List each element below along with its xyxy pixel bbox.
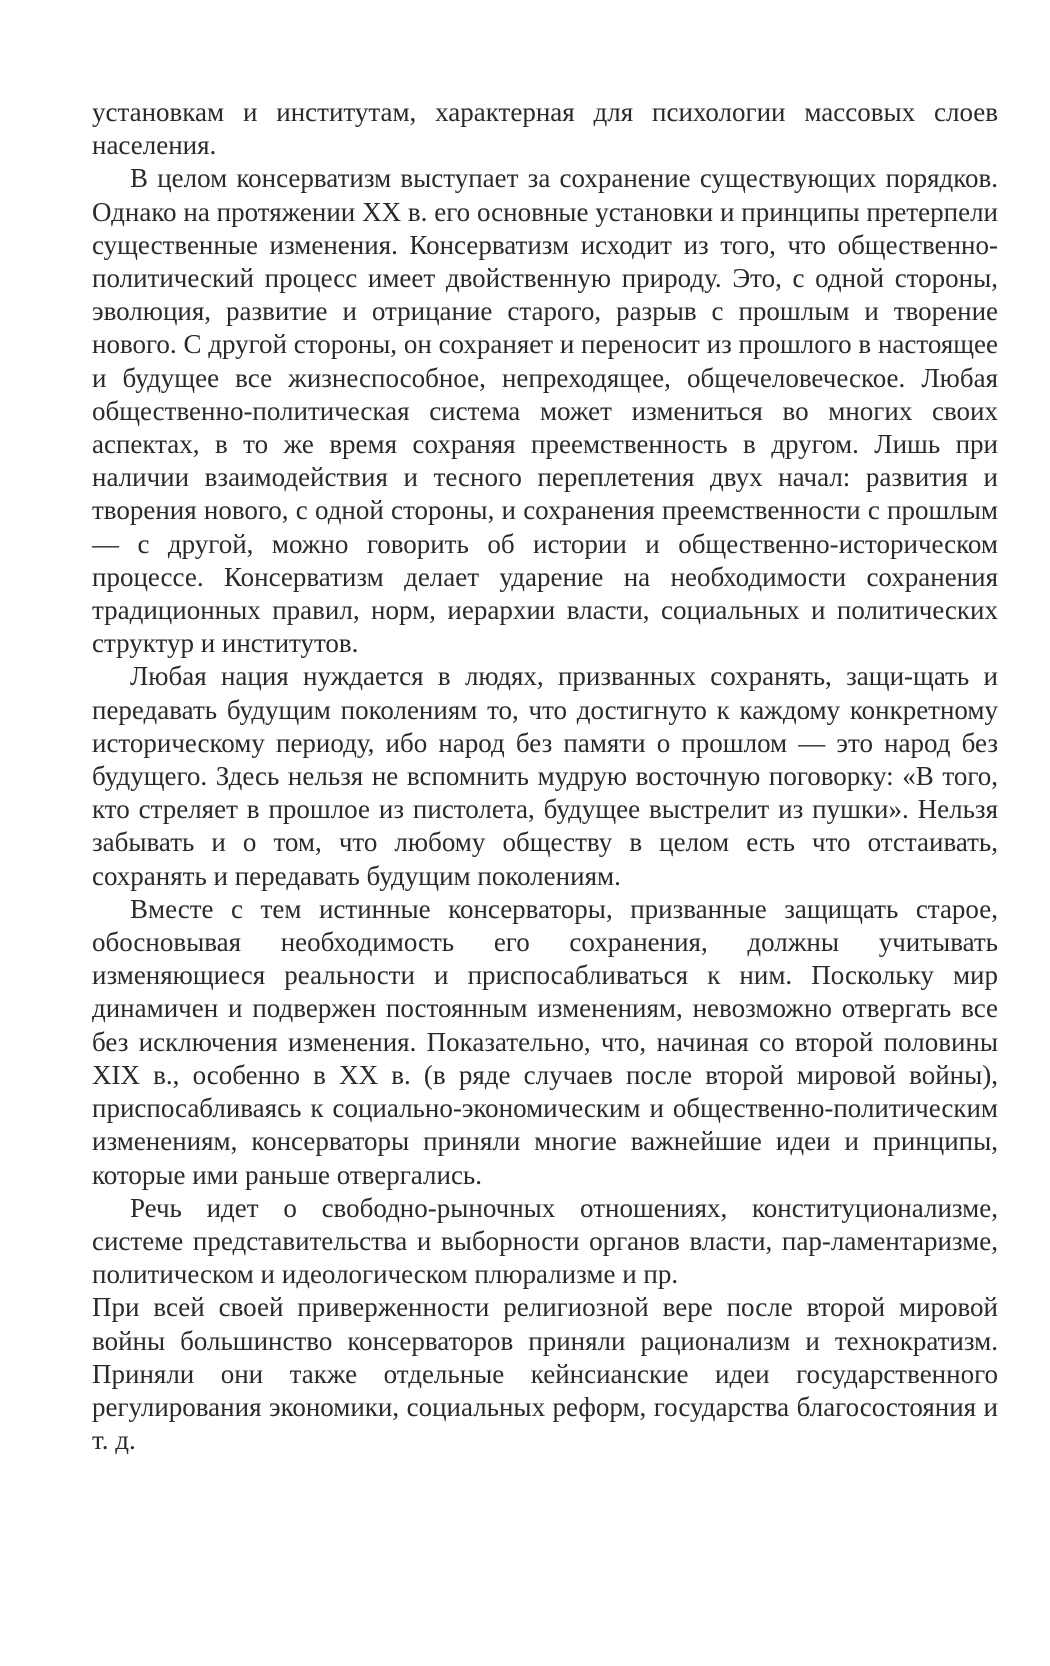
paragraph-1: установкам и институтам, характерная для психологии массовых слоев населения. [92, 97, 998, 161]
paragraph-6: При всей своей приверженности религиозной вере после второй мировой войны большинство консерваторов приняли рационализм и технократизм. Приняли они также отдельные кейнсианские идеи государственного регулирования экономики, социальных реформ, государства благосостояния и т. д. [92, 1292, 998, 1456]
document-page [92, 96, 998, 1457]
paragraph-2: В целом консерватизм выступает за сохранение существующих порядков. Однако на протяжении XX в. его основные установки и принципы претерпели существенные изменения. Консерватизм исходит из того, что общественно-политический процесс имеет двойственную природу. Это, с одной стороны, эволюция, развитие и отрицание старого, разрыв с прошлым и творение нового. С другой стороны, он сохраняет и переносит из прошлого в настоящее и будущее все жизнеспособное, непреходящее, общечеловеческое. Любая общественно-политическая система может измениться во многих своих аспектах, в то же время сохраняя преемственность в другом. Лишь при наличии взаимодействия и тесного переплетения двух начал: развития и творения нового, с одной стороны, и сохранения преемственности с прошлым — с другой, можно говорить об истории и общественно-историческом процессе. Консерватизм делает ударение на необходимости сохранения традиционных правил, норм, иерархии власти, социальных и политических структур и институтов. [92, 163, 998, 659]
paragraph-4: Вместе с тем истинные консерваторы, призванные защищать старое, обосновывая необходимость его сохранения, должны учитывать изменяющиеся реальности и приспосабливаться к ним. Поскольку мир динамичен и подвержен постоянным изменениям, невозможно отвергать все без исключения изменения. Показательно, что, начиная со второй половины XIX в., особенно в XX в. (в ряде случаев после второй мировой войны), приспосабливаясь к социально-экономическим и общественно-политическим изменениям, консерваторы приняли многие важнейшие идеи и принципы, которые ими раньше отвергались. [92, 893, 998, 1190]
paragraph-5: Речь идет о свободно-рыночных отношениях, конституционализме, системе представительства и выборности органов власти, пар-ламентаризме, политическом и идеологическом плюрализме и пр. [92, 1192, 998, 1290]
paragraph-3: Любая нация нуждается в людях, призванных сохранять, защи-щать и передавать будущим поколениям то, что достигнуто к каждому конкретному историческому периоду, ибо народ без памяти о прошлом — это народ без будущего. Здесь нельзя не вспомнить мудрую восточную поговорку: «В того, кто стреляет в прошлое из пистолета, будущее выстрелит из пушки». Нельзя забывать и о том, что любому обществу в целом есть что отстаивать, сохранять и передавать будущим поколениям. [92, 661, 998, 891]
